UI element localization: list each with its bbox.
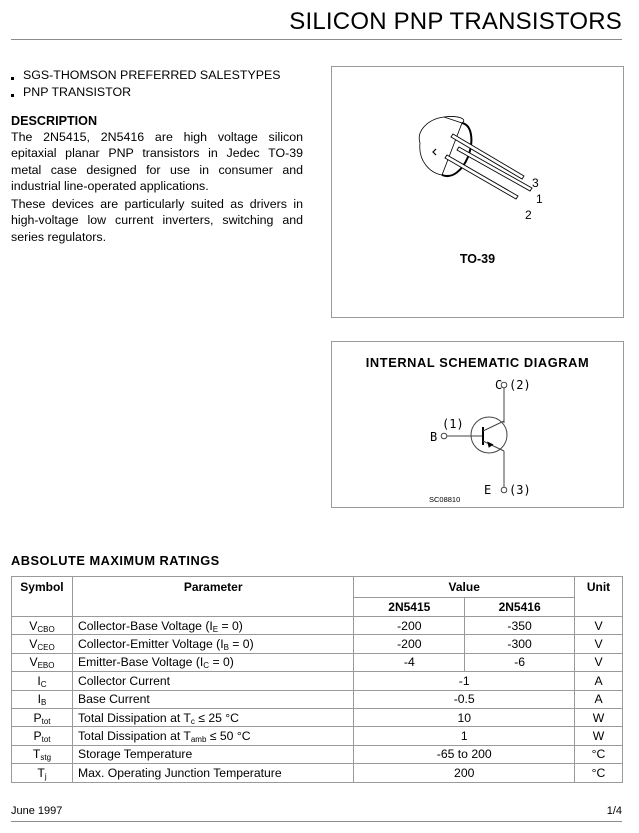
- table-row: [12, 672, 623, 690]
- parameter-cell: Collector-Base Voltage $(I_E = 0)$: [72, 617, 353, 635]
- parameter-cell: Total Dissipation at $T_c \le 25$ °C: [72, 708, 353, 726]
- col-unit: Unit: [575, 577, 623, 617]
- schematic-title: INTERNAL SCHEMATIC DIAGRAM: [365, 355, 590, 370]
- feature-item: SGS-THOMSON PREFERRED SALESTYPES: [11, 67, 281, 84]
- feature-list: [11, 67, 281, 101]
- description-section: [11, 113, 303, 247]
- parameter-cell: Base Current: [72, 690, 353, 708]
- description-heading: DESCRIPTION: [11, 114, 98, 128]
- value-cell: -65 to 200: [354, 745, 575, 763]
- table-row: [12, 727, 623, 745]
- svg-text:(3): (3): [509, 483, 531, 497]
- parameter-cell: Emitter-Base Voltage $(I_C = 0)$: [72, 653, 353, 671]
- pin-label-1: 1: [536, 192, 543, 206]
- ratings-table: [11, 576, 623, 783]
- ratings-heading: ABSOLUTE MAXIMUM RATINGS: [11, 553, 220, 568]
- page-number: 1/4: [606, 805, 622, 817]
- unit-cell: W: [575, 727, 623, 745]
- value-cell: -6: [465, 653, 575, 671]
- table-row: [12, 653, 623, 671]
- value-cell: -200: [354, 635, 465, 653]
- parameter-cell: Collector Current: [72, 672, 353, 690]
- parameter-cell: Collector-Emitter Voltage $(I_B = 0)$: [72, 635, 353, 653]
- svg-text:(1): (1): [442, 417, 464, 431]
- parameter-cell: Max. Operating Junction Temperature: [72, 764, 353, 782]
- svg-text:E: E: [484, 483, 492, 497]
- footer-date: June 1997: [11, 805, 63, 817]
- unit-cell: A: [575, 672, 623, 690]
- pin-label-3: 3: [532, 176, 539, 190]
- table-row: [12, 764, 623, 782]
- symbol-cell: $I_B$: [12, 690, 73, 708]
- symbol-cell: $V_{CEO}$: [12, 635, 73, 653]
- col-2n5416: 2N5416: [465, 598, 575, 617]
- svg-text:C: C: [495, 378, 503, 392]
- pin-label-2: 2: [525, 208, 532, 222]
- value-cell: 10: [354, 708, 575, 726]
- footer-divider: [11, 821, 622, 822]
- col-symbol: Symbol: [12, 577, 73, 617]
- description-paragraph: The 2N5415, 2N5416 are high voltage silicon epitaxial planar PNP transistors in Jedec TO-39 metal case designed for use in consumer and industrial line-operated applications.: [11, 130, 303, 193]
- schematic-code: SC08810: [429, 495, 461, 504]
- symbol-cell: $T_j$: [12, 764, 73, 782]
- value-cell: -0.5: [354, 690, 575, 708]
- unit-cell: °C: [575, 764, 623, 782]
- schematic-figure: [331, 341, 624, 508]
- package-figure: [331, 66, 624, 318]
- symbol-cell: $V_{EBO}$: [12, 653, 73, 671]
- pnp-transistor-symbol-icon: [332, 342, 623, 507]
- col-2n5415: 2N5415: [354, 598, 465, 617]
- unit-cell: W: [575, 708, 623, 726]
- table-row: [12, 635, 623, 653]
- unit-cell: V: [575, 635, 623, 653]
- symbol-cell: $T_{stg}$: [12, 745, 73, 763]
- feature-item: PNP TRANSISTOR: [11, 84, 281, 101]
- symbol-cell: $V_{CBO}$: [12, 617, 73, 635]
- value-cell: -200: [354, 617, 465, 635]
- table-row: [12, 617, 623, 635]
- svg-text:B: B: [430, 430, 438, 444]
- value-cell: 1: [354, 727, 575, 745]
- unit-cell: A: [575, 690, 623, 708]
- table-header-row: [12, 577, 623, 598]
- value-cell: -350: [465, 617, 575, 635]
- symbol-cell: $P_{tot}$: [12, 708, 73, 726]
- page-title: SILICON PNP TRANSISTORS: [289, 8, 622, 35]
- value-cell: -300: [465, 635, 575, 653]
- symbol-cell: $P_{tot}$: [12, 727, 73, 745]
- value-cell: 200: [354, 764, 575, 782]
- svg-text:(2): (2): [509, 378, 531, 392]
- unit-cell: V: [575, 653, 623, 671]
- unit-cell: V: [575, 617, 623, 635]
- col-parameter: Parameter: [72, 577, 353, 617]
- header-divider: [11, 39, 622, 40]
- description-paragraph: These devices are particularly suited as drivers in high-voltage low current inverters, switching and series regulators.: [11, 197, 303, 244]
- bullet-icon: [11, 94, 14, 97]
- bullet-icon: [11, 77, 14, 80]
- parameter-cell: Total Dissipation at $T_{amb} \le 50$ °C: [72, 727, 353, 745]
- to39-package-icon: [332, 67, 623, 317]
- value-cell: -4: [354, 653, 465, 671]
- col-value: Value: [354, 577, 575, 598]
- parameter-cell: Storage Temperature: [72, 745, 353, 763]
- value-cell: -1: [354, 672, 575, 690]
- table-row: [12, 708, 623, 726]
- table-row: [12, 690, 623, 708]
- table-row: [12, 745, 623, 763]
- unit-cell: °C: [575, 745, 623, 763]
- symbol-cell: $I_C$: [12, 672, 73, 690]
- package-label: TO-39: [459, 252, 496, 266]
